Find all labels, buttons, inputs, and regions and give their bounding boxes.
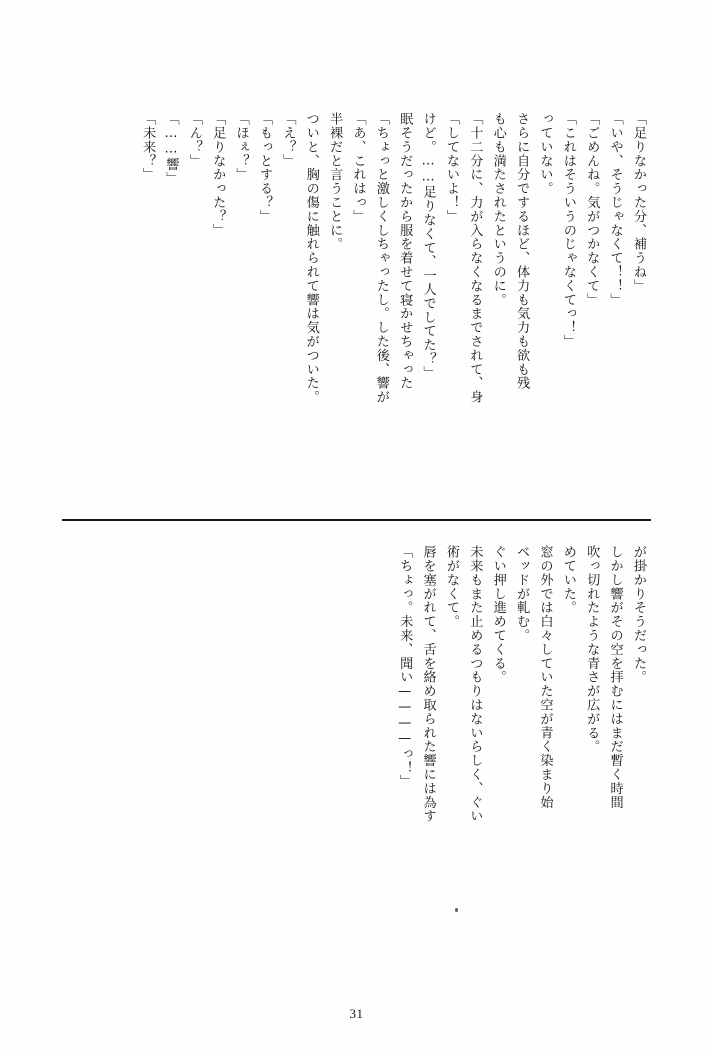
text-line: 「十二分に、力が入らなくなるまでされて、身 [467, 112, 483, 404]
text-line: 「未来？」 [140, 112, 156, 182]
text-line: 唇を塞がれて、舌を絡め取られた響には為す [420, 545, 436, 823]
upper-text-block [135, 112, 649, 472]
page-number: 31 [349, 1006, 364, 1021]
text-line: 窓の外では白々していた空が青く染まり始 [537, 545, 553, 810]
text-line: 眠そうだったから服を着せて寝かせちゃった [397, 112, 413, 390]
text-line: 「ん？」 [186, 112, 202, 168]
text-line: 「……響」 [163, 112, 179, 186]
text-line: 未来もまた止めるつもりはないらしく、ぐい [467, 545, 483, 823]
text-line: めていた。 [560, 545, 576, 615]
lower-text-block [392, 545, 649, 927]
text-line: 「これはそういうのじゃなくてっ！」 [560, 112, 576, 349]
text-line: 「ごめんね。気がつかなくて」 [584, 112, 600, 307]
text-line: 「してないよ！」 [444, 112, 459, 224]
text-line: しかし響がその空を拝むにはまだ暫く時間 [607, 545, 623, 810]
text-line: 半裸だと言うことに。 [327, 112, 343, 251]
text-line: 「ちょっ。未来、聞い————っ！」 [397, 545, 413, 789]
text-line: 「ちょっと激しくしちゃったし。した後、響が [373, 112, 389, 404]
text-line: 「ほぇ？」 [233, 112, 249, 182]
text-line: けど。……足りなくて、一人でしてた？」 [420, 112, 436, 380]
text-line: 「あ、これはっ」 [350, 112, 366, 224]
text-line: っていない。 [537, 112, 553, 196]
text-line: ぐい押し進めてくる。 [490, 545, 506, 684]
text-line: が掛かりそうだった。 [631, 545, 646, 684]
text-line: も心も満たされたというのに。 [490, 112, 506, 307]
text-line: 「足りなかった？」 [210, 112, 226, 238]
text-line: さらに自分でするほど、体力も気力も欲も残 [514, 112, 530, 390]
text-line: ついと、胸の傷に触れられて響は気がついた。 [303, 112, 319, 404]
text-line: 「もっとする？」 [257, 112, 272, 224]
text-line: 術がなくて。 [444, 545, 459, 629]
text-line: 「いや、そうじゃなくて！！」 [607, 112, 623, 307]
ink-speck [455, 908, 458, 912]
text-line: ベッドが軋む。 [514, 545, 530, 643]
text-line: 「足りなかった分、補うね」 [631, 112, 646, 293]
text-line: 吹っ切れたような青さが広がる。 [584, 545, 600, 754]
text-line: 「え？」 [280, 112, 296, 168]
section-divider-rule [62, 519, 651, 521]
